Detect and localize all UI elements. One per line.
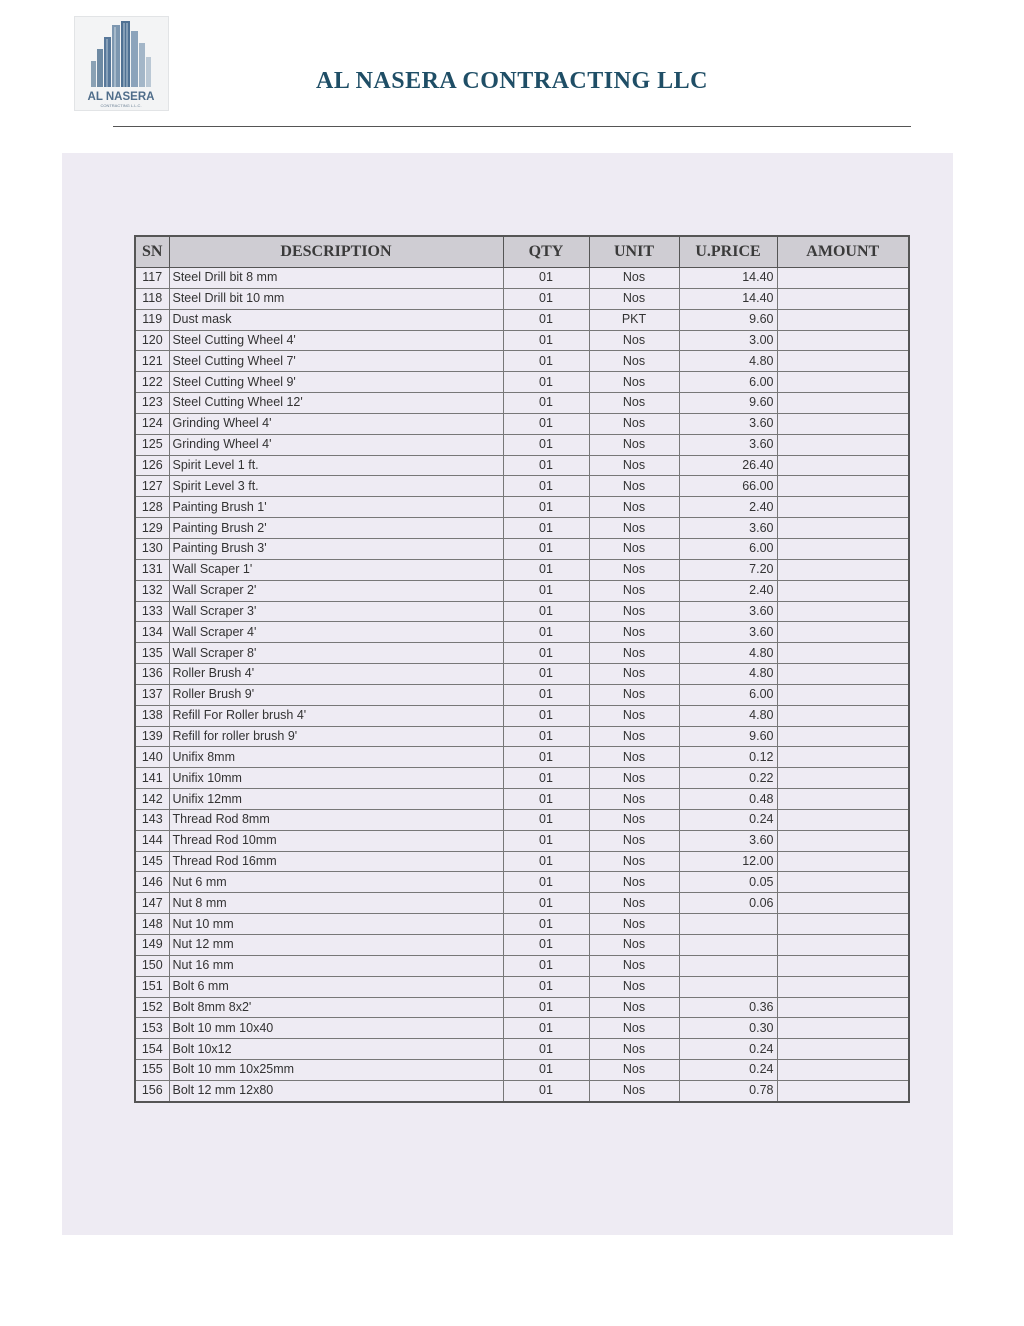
cell-unit: Nos bbox=[589, 935, 679, 956]
table-row bbox=[135, 476, 909, 497]
cell-unit: Nos bbox=[589, 789, 679, 810]
cell-unit-price: 3.60 bbox=[679, 518, 777, 539]
cell-sn: 124 bbox=[135, 413, 169, 434]
cell-amount bbox=[777, 518, 909, 539]
cell-sn: 147 bbox=[135, 893, 169, 914]
cell-unit: Nos bbox=[589, 455, 679, 476]
cell-sn: 148 bbox=[135, 914, 169, 935]
price-list-table bbox=[134, 235, 910, 1103]
cell-sn: 142 bbox=[135, 789, 169, 810]
cell-sn: 131 bbox=[135, 559, 169, 580]
cell-sn: 144 bbox=[135, 830, 169, 851]
table-row bbox=[135, 330, 909, 351]
cell-description: Steel Cutting Wheel 4' bbox=[169, 330, 503, 351]
cell-description: Thread Rod 10mm bbox=[169, 830, 503, 851]
cell-sn: 125 bbox=[135, 434, 169, 455]
cell-amount bbox=[777, 580, 909, 601]
cell-unit: Nos bbox=[589, 518, 679, 539]
cell-qty: 01 bbox=[503, 1039, 589, 1060]
cell-amount bbox=[777, 997, 909, 1018]
column-header-sn: SN bbox=[135, 236, 169, 268]
cell-unit: Nos bbox=[589, 413, 679, 434]
cell-unit: Nos bbox=[589, 351, 679, 372]
cell-amount bbox=[777, 455, 909, 476]
cell-unit: Nos bbox=[589, 622, 679, 643]
cell-description: Thread Rod 16mm bbox=[169, 851, 503, 872]
table-row bbox=[135, 372, 909, 393]
cell-unit: Nos bbox=[589, 726, 679, 747]
cell-sn: 138 bbox=[135, 705, 169, 726]
cell-qty: 01 bbox=[503, 538, 589, 559]
cell-qty: 01 bbox=[503, 559, 589, 580]
cell-unit: Nos bbox=[589, 768, 679, 789]
cell-amount bbox=[777, 559, 909, 580]
cell-unit: Nos bbox=[589, 747, 679, 768]
cell-amount bbox=[777, 497, 909, 518]
cell-qty: 01 bbox=[503, 893, 589, 914]
table-row bbox=[135, 622, 909, 643]
cell-amount bbox=[777, 643, 909, 664]
cell-unit-price: 3.60 bbox=[679, 622, 777, 643]
cell-unit-price: 0.06 bbox=[679, 893, 777, 914]
table-row bbox=[135, 455, 909, 476]
cell-description: Steel Drill bit 8 mm bbox=[169, 268, 503, 289]
cell-unit: Nos bbox=[589, 393, 679, 414]
cell-sn: 151 bbox=[135, 976, 169, 997]
table-row bbox=[135, 580, 909, 601]
cell-amount bbox=[777, 1039, 909, 1060]
cell-amount bbox=[777, 601, 909, 622]
cell-qty: 01 bbox=[503, 914, 589, 935]
cell-amount bbox=[777, 684, 909, 705]
cell-qty: 01 bbox=[503, 768, 589, 789]
cell-qty: 01 bbox=[503, 643, 589, 664]
cell-amount bbox=[777, 372, 909, 393]
cell-description: Bolt 10 mm 10x25mm bbox=[169, 1060, 503, 1081]
cell-amount bbox=[777, 1018, 909, 1039]
header-divider bbox=[113, 126, 911, 127]
cell-unit-price: 9.60 bbox=[679, 309, 777, 330]
cell-unit: Nos bbox=[589, 872, 679, 893]
cell-unit-price bbox=[679, 935, 777, 956]
table-row bbox=[135, 830, 909, 851]
table-row bbox=[135, 309, 909, 330]
cell-amount bbox=[777, 351, 909, 372]
cell-unit-price: 3.60 bbox=[679, 830, 777, 851]
cell-sn: 156 bbox=[135, 1080, 169, 1101]
cell-sn: 139 bbox=[135, 726, 169, 747]
cell-unit-price: 0.12 bbox=[679, 747, 777, 768]
cell-description: Bolt 12 mm 12x80 bbox=[169, 1080, 503, 1101]
cell-description: Wall Scraper 4' bbox=[169, 622, 503, 643]
cell-unit: Nos bbox=[589, 893, 679, 914]
cell-unit: Nos bbox=[589, 914, 679, 935]
cell-description: Painting Brush 3' bbox=[169, 538, 503, 559]
cell-sn: 150 bbox=[135, 955, 169, 976]
cell-qty: 01 bbox=[503, 1080, 589, 1101]
cell-unit-price: 6.00 bbox=[679, 684, 777, 705]
cell-unit-price bbox=[679, 976, 777, 997]
cell-unit-price: 3.60 bbox=[679, 601, 777, 622]
cell-amount bbox=[777, 955, 909, 976]
cell-amount bbox=[777, 872, 909, 893]
cell-amount bbox=[777, 330, 909, 351]
cell-unit-price: 0.36 bbox=[679, 997, 777, 1018]
cell-unit-price: 0.78 bbox=[679, 1080, 777, 1101]
cell-amount bbox=[777, 538, 909, 559]
cell-qty: 01 bbox=[503, 1060, 589, 1081]
cell-sn: 152 bbox=[135, 997, 169, 1018]
cell-sn: 122 bbox=[135, 372, 169, 393]
cell-unit-price: 3.00 bbox=[679, 330, 777, 351]
table-row bbox=[135, 434, 909, 455]
cell-description: Refill For Roller brush 4' bbox=[169, 705, 503, 726]
table-row bbox=[135, 413, 909, 434]
cell-unit-price: 26.40 bbox=[679, 455, 777, 476]
table-row bbox=[135, 393, 909, 414]
cell-qty: 01 bbox=[503, 747, 589, 768]
cell-description: Bolt 10x12 bbox=[169, 1039, 503, 1060]
cell-qty: 01 bbox=[503, 622, 589, 643]
column-header-unit-price: U.PRICE bbox=[679, 236, 777, 268]
cell-amount bbox=[777, 1080, 909, 1101]
company-logo bbox=[74, 16, 169, 111]
table-row bbox=[135, 559, 909, 580]
cell-sn: 135 bbox=[135, 643, 169, 664]
cell-amount bbox=[777, 288, 909, 309]
cell-unit-price: 6.00 bbox=[679, 372, 777, 393]
cell-qty: 01 bbox=[503, 330, 589, 351]
cell-amount bbox=[777, 726, 909, 747]
table-row bbox=[135, 288, 909, 309]
table-row bbox=[135, 726, 909, 747]
cell-amount bbox=[777, 434, 909, 455]
cell-description: Steel Cutting Wheel 7' bbox=[169, 351, 503, 372]
cell-amount bbox=[777, 809, 909, 830]
table-row bbox=[135, 643, 909, 664]
cell-unit: Nos bbox=[589, 288, 679, 309]
cell-unit-price: 12.00 bbox=[679, 851, 777, 872]
cell-unit: Nos bbox=[589, 830, 679, 851]
cell-description: Unifix 8mm bbox=[169, 747, 503, 768]
cell-description: Wall Scraper 8' bbox=[169, 643, 503, 664]
cell-unit: Nos bbox=[589, 664, 679, 685]
cell-qty: 01 bbox=[503, 476, 589, 497]
column-header-amount: AMOUNT bbox=[777, 236, 909, 268]
cell-unit: Nos bbox=[589, 497, 679, 518]
cell-qty: 01 bbox=[503, 580, 589, 601]
table-body bbox=[135, 268, 909, 1102]
cell-unit: Nos bbox=[589, 1060, 679, 1081]
cell-sn: 140 bbox=[135, 747, 169, 768]
cell-sn: 155 bbox=[135, 1060, 169, 1081]
cell-unit: Nos bbox=[589, 1039, 679, 1060]
cell-qty: 01 bbox=[503, 601, 589, 622]
cell-qty: 01 bbox=[503, 288, 589, 309]
table-row bbox=[135, 976, 909, 997]
table-row bbox=[135, 664, 909, 685]
cell-unit-price: 9.60 bbox=[679, 393, 777, 414]
cell-qty: 01 bbox=[503, 851, 589, 872]
cell-amount bbox=[777, 268, 909, 289]
cell-sn: 123 bbox=[135, 393, 169, 414]
table-row bbox=[135, 1018, 909, 1039]
cell-amount bbox=[777, 768, 909, 789]
cell-unit-price: 0.24 bbox=[679, 1060, 777, 1081]
cell-amount bbox=[777, 747, 909, 768]
cell-description: Roller Brush 9' bbox=[169, 684, 503, 705]
table-row bbox=[135, 914, 909, 935]
cell-description: Dust mask bbox=[169, 309, 503, 330]
cell-sn: 145 bbox=[135, 851, 169, 872]
cell-unit-price: 3.60 bbox=[679, 434, 777, 455]
cell-unit: Nos bbox=[589, 955, 679, 976]
cell-unit-price: 14.40 bbox=[679, 268, 777, 289]
cell-unit: Nos bbox=[589, 559, 679, 580]
cell-sn: 129 bbox=[135, 518, 169, 539]
cell-amount bbox=[777, 393, 909, 414]
cell-description: Bolt 8mm 8x2' bbox=[169, 997, 503, 1018]
cell-qty: 01 bbox=[503, 1018, 589, 1039]
logo-subtext: CONTRACTING L.L.C. bbox=[100, 103, 142, 108]
cell-description: Bolt 10 mm 10x40 bbox=[169, 1018, 503, 1039]
cell-qty: 01 bbox=[503, 351, 589, 372]
table-row bbox=[135, 809, 909, 830]
cell-unit: Nos bbox=[589, 434, 679, 455]
cell-qty: 01 bbox=[503, 413, 589, 434]
cell-unit-price: 0.24 bbox=[679, 1039, 777, 1060]
table-row bbox=[135, 601, 909, 622]
cell-unit-price bbox=[679, 955, 777, 976]
cell-description: Wall Scaper 1' bbox=[169, 559, 503, 580]
cell-qty: 01 bbox=[503, 935, 589, 956]
cell-unit: Nos bbox=[589, 580, 679, 601]
cell-sn: 130 bbox=[135, 538, 169, 559]
cell-unit-price: 4.80 bbox=[679, 643, 777, 664]
cell-amount bbox=[777, 976, 909, 997]
cell-unit-price: 0.22 bbox=[679, 768, 777, 789]
cell-sn: 146 bbox=[135, 872, 169, 893]
cell-description: Bolt 6 mm bbox=[169, 976, 503, 997]
cell-qty: 01 bbox=[503, 497, 589, 518]
table-row bbox=[135, 684, 909, 705]
cell-unit: Nos bbox=[589, 538, 679, 559]
cell-qty: 01 bbox=[503, 455, 589, 476]
cell-description: Spirit Level 3 ft. bbox=[169, 476, 503, 497]
cell-description: Painting Brush 1' bbox=[169, 497, 503, 518]
cell-unit: Nos bbox=[589, 705, 679, 726]
cell-amount bbox=[777, 851, 909, 872]
cell-unit: Nos bbox=[589, 330, 679, 351]
cell-unit: Nos bbox=[589, 601, 679, 622]
table-row bbox=[135, 351, 909, 372]
cell-unit-price: 0.24 bbox=[679, 809, 777, 830]
logo-text: AL NASERA bbox=[87, 91, 155, 103]
cell-unit: Nos bbox=[589, 1018, 679, 1039]
cell-unit: Nos bbox=[589, 809, 679, 830]
cell-sn: 153 bbox=[135, 1018, 169, 1039]
cell-unit: Nos bbox=[589, 997, 679, 1018]
table-row bbox=[135, 768, 909, 789]
cell-sn: 119 bbox=[135, 309, 169, 330]
cell-qty: 01 bbox=[503, 976, 589, 997]
cell-description: Steel Cutting Wheel 12' bbox=[169, 393, 503, 414]
cell-description: Refill for roller brush 9' bbox=[169, 726, 503, 747]
table-row bbox=[135, 268, 909, 289]
cell-qty: 01 bbox=[503, 955, 589, 976]
cell-amount bbox=[777, 935, 909, 956]
cell-sn: 149 bbox=[135, 935, 169, 956]
cell-sn: 126 bbox=[135, 455, 169, 476]
cell-description: Unifix 10mm bbox=[169, 768, 503, 789]
cell-description: Roller Brush 4' bbox=[169, 664, 503, 685]
cell-amount bbox=[777, 664, 909, 685]
cell-description: Unifix 12mm bbox=[169, 789, 503, 810]
cell-unit-price: 0.30 bbox=[679, 1018, 777, 1039]
cell-qty: 01 bbox=[503, 372, 589, 393]
cell-sn: 121 bbox=[135, 351, 169, 372]
cell-description: Steel Cutting Wheel 9' bbox=[169, 372, 503, 393]
cell-amount bbox=[777, 309, 909, 330]
cell-sn: 143 bbox=[135, 809, 169, 830]
cell-unit: Nos bbox=[589, 1080, 679, 1101]
table-header-row bbox=[135, 236, 909, 268]
cell-qty: 01 bbox=[503, 705, 589, 726]
table-row bbox=[135, 872, 909, 893]
cell-qty: 01 bbox=[503, 830, 589, 851]
table-row bbox=[135, 518, 909, 539]
cell-amount bbox=[777, 1060, 909, 1081]
cell-unit: Nos bbox=[589, 643, 679, 664]
table-row bbox=[135, 851, 909, 872]
company-title: AL NASERA CONTRACTING LLC bbox=[316, 68, 708, 94]
cell-unit: PKT bbox=[589, 309, 679, 330]
cell-qty: 01 bbox=[503, 268, 589, 289]
cell-unit-price: 4.80 bbox=[679, 351, 777, 372]
cell-description: Wall Scraper 3' bbox=[169, 601, 503, 622]
cell-unit-price: 0.48 bbox=[679, 789, 777, 810]
cell-description: Nut 16 mm bbox=[169, 955, 503, 976]
cell-unit: Nos bbox=[589, 268, 679, 289]
cell-description: Spirit Level 1 ft. bbox=[169, 455, 503, 476]
cell-sn: 127 bbox=[135, 476, 169, 497]
cell-unit-price: 4.80 bbox=[679, 664, 777, 685]
cell-unit-price: 14.40 bbox=[679, 288, 777, 309]
cell-qty: 01 bbox=[503, 809, 589, 830]
table-row bbox=[135, 497, 909, 518]
cell-sn: 128 bbox=[135, 497, 169, 518]
cell-description: Nut 6 mm bbox=[169, 872, 503, 893]
cell-qty: 01 bbox=[503, 664, 589, 685]
table-row bbox=[135, 1080, 909, 1101]
cell-unit-price: 6.00 bbox=[679, 538, 777, 559]
table-row bbox=[135, 747, 909, 768]
cell-unit: Nos bbox=[589, 851, 679, 872]
cell-description: Painting Brush 2' bbox=[169, 518, 503, 539]
table-row bbox=[135, 705, 909, 726]
cell-amount bbox=[777, 413, 909, 434]
cell-qty: 01 bbox=[503, 872, 589, 893]
cell-unit-price: 3.60 bbox=[679, 413, 777, 434]
cell-unit-price: 9.60 bbox=[679, 726, 777, 747]
table-row bbox=[135, 935, 909, 956]
cell-sn: 132 bbox=[135, 580, 169, 601]
cell-description: Steel Drill bit 10 mm bbox=[169, 288, 503, 309]
cell-qty: 01 bbox=[503, 518, 589, 539]
cell-unit-price: 4.80 bbox=[679, 705, 777, 726]
cell-sn: 118 bbox=[135, 288, 169, 309]
table-row bbox=[135, 1060, 909, 1081]
cell-description: Wall Scraper 2' bbox=[169, 580, 503, 601]
cell-qty: 01 bbox=[503, 309, 589, 330]
cell-sn: 154 bbox=[135, 1039, 169, 1060]
cell-unit-price bbox=[679, 914, 777, 935]
cell-qty: 01 bbox=[503, 726, 589, 747]
cell-description: Grinding Wheel 4' bbox=[169, 413, 503, 434]
cell-qty: 01 bbox=[503, 434, 589, 455]
cell-sn: 137 bbox=[135, 684, 169, 705]
column-header-qty: QTY bbox=[503, 236, 589, 268]
cell-qty: 01 bbox=[503, 997, 589, 1018]
cell-amount bbox=[777, 914, 909, 935]
cell-sn: 134 bbox=[135, 622, 169, 643]
table-row bbox=[135, 893, 909, 914]
cell-unit: Nos bbox=[589, 976, 679, 997]
cell-sn: 136 bbox=[135, 664, 169, 685]
cell-sn: 133 bbox=[135, 601, 169, 622]
cell-amount bbox=[777, 476, 909, 497]
cell-description: Nut 8 mm bbox=[169, 893, 503, 914]
table-row bbox=[135, 538, 909, 559]
cell-unit-price: 2.40 bbox=[679, 497, 777, 518]
cell-description: Nut 12 mm bbox=[169, 935, 503, 956]
cell-description: Nut 10 mm bbox=[169, 914, 503, 935]
cell-description: Grinding Wheel 4' bbox=[169, 434, 503, 455]
cell-unit-price: 2.40 bbox=[679, 580, 777, 601]
cell-amount bbox=[777, 830, 909, 851]
cell-amount bbox=[777, 789, 909, 810]
column-header-description: DESCRIPTION bbox=[169, 236, 503, 268]
cell-sn: 141 bbox=[135, 768, 169, 789]
cell-sn: 117 bbox=[135, 268, 169, 289]
cell-unit-price: 0.05 bbox=[679, 872, 777, 893]
cell-qty: 01 bbox=[503, 684, 589, 705]
cell-unit: Nos bbox=[589, 476, 679, 497]
cell-unit-price: 7.20 bbox=[679, 559, 777, 580]
table-row bbox=[135, 1039, 909, 1060]
cell-description: Thread Rod 8mm bbox=[169, 809, 503, 830]
cell-amount bbox=[777, 893, 909, 914]
cell-qty: 01 bbox=[503, 393, 589, 414]
table-row bbox=[135, 997, 909, 1018]
table-row bbox=[135, 789, 909, 810]
cell-amount bbox=[777, 705, 909, 726]
column-header-unit: UNIT bbox=[589, 236, 679, 268]
cell-amount bbox=[777, 622, 909, 643]
cell-unit: Nos bbox=[589, 684, 679, 705]
cell-unit-price: 66.00 bbox=[679, 476, 777, 497]
cell-unit: Nos bbox=[589, 372, 679, 393]
cell-qty: 01 bbox=[503, 789, 589, 810]
table-row bbox=[135, 955, 909, 976]
cell-sn: 120 bbox=[135, 330, 169, 351]
